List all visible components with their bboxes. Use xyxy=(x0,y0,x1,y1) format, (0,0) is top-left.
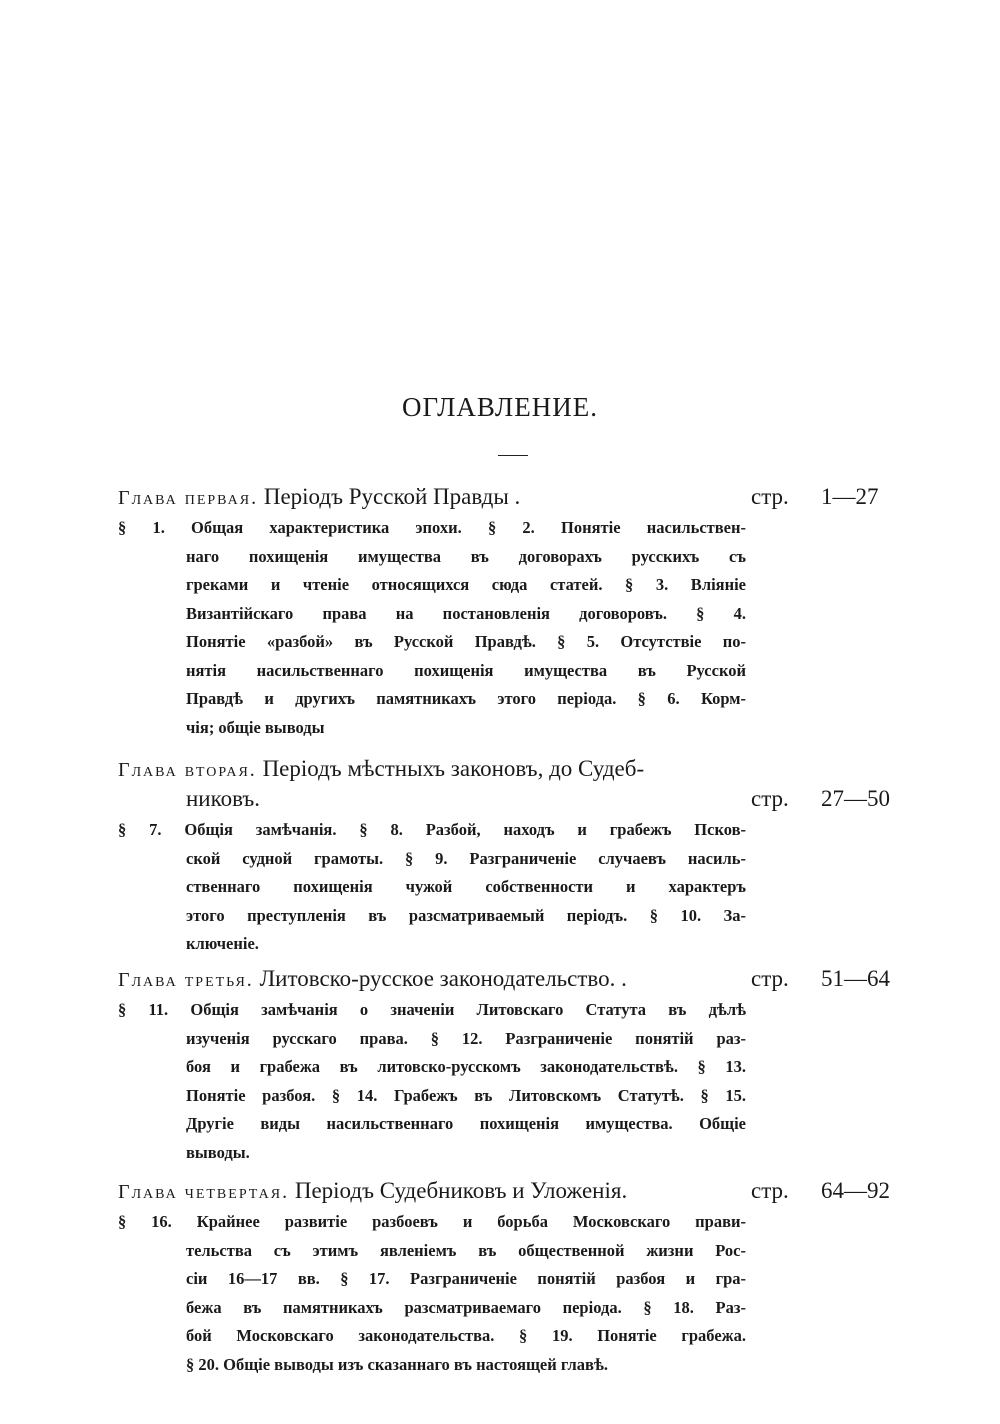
summary-line: этого преступленія въ разсматриваемый періодъ. § 10. За- xyxy=(186,905,746,925)
chapter-heading xyxy=(118,966,627,992)
chapter-title: Періодъ Русской Правды . xyxy=(263,484,521,509)
toc-entry-chapter-2 xyxy=(118,756,888,959)
toc-entry-chapter-4 xyxy=(118,1178,888,1379)
summary-line: Понятіе «разбой» въ Русской Правдѣ. § 5. Отсутствіе по- xyxy=(186,632,746,651)
chapter-title: Періодъ мѣстныхъ законовъ, до Судеб- xyxy=(262,756,645,781)
page-range: 1—27 xyxy=(821,484,879,509)
chapter-label: Глава первая. xyxy=(118,487,259,509)
page-title: ОГЛАВЛЕНИЕ. xyxy=(402,392,598,422)
chapter-title-continued: никовъ. xyxy=(186,786,261,811)
chapter-line xyxy=(118,966,888,996)
page-range: 51—64 xyxy=(821,966,890,991)
summary-line: бежа въ памятникахъ разсматриваемаго періода. § 18. Раз- xyxy=(186,1297,746,1317)
chapter-label: Глава вторая. xyxy=(118,759,257,781)
chapter-line xyxy=(118,756,888,786)
chapter-line xyxy=(118,484,888,514)
summary-line: Другіе виды насильственнаго похищенія имущества. Общіе xyxy=(186,1114,746,1133)
summary-line: ключеніе. xyxy=(186,934,259,953)
summary-line: тельства съ этимъ явленіемъ въ общественной жизни Рос- xyxy=(186,1240,746,1260)
chapter-line xyxy=(118,1178,888,1208)
summary-line: греками и чтеніе относящихся сюда статей. § 3. Вліяніе xyxy=(186,575,746,594)
chapter-heading xyxy=(118,756,644,782)
chapter-label: Глава третья. xyxy=(118,969,254,991)
summary-line: § 20. Общіе выводы изъ сказаннаго въ настоящей главѣ. xyxy=(186,1354,608,1374)
page-ref-label: стр. xyxy=(751,966,789,991)
title-rule xyxy=(498,455,528,456)
toc-entry-chapter-3 xyxy=(118,966,888,1167)
summary-line: нятія насильственнаго похищенія имущества въ Русской xyxy=(186,660,746,680)
summary-line: Византійскаго права на постановленія договоровъ. § 4. xyxy=(186,603,746,623)
summary-line: боя и грабежа въ литовско-русскомъ законодательствѣ. § 13. xyxy=(186,1057,746,1076)
page-reference xyxy=(751,966,891,992)
chapter-summary xyxy=(118,996,746,1167)
chapter-heading xyxy=(118,1178,627,1204)
chapter-heading-continued xyxy=(186,786,260,812)
chapter-summary xyxy=(118,514,746,742)
summary-line: Правдѣ и другихъ памятникахъ этого періода. § 6. Корм- xyxy=(186,689,746,708)
chapter-line-continued xyxy=(118,786,888,816)
page-reference xyxy=(751,786,891,812)
summary-line: ственнаго похищенія чужой собственности и характеръ xyxy=(186,877,746,896)
summary-line: § 11. Общія замѣчанія о значеніи Литовскаго Статута въ дѣлѣ xyxy=(118,1000,746,1019)
summary-line: выводы. xyxy=(186,1142,250,1162)
page-ref-label: стр. xyxy=(751,484,789,509)
summary-line: сіи 16—17 вв. § 17. Разграниченіе понятій разбоя и гра- xyxy=(186,1269,746,1288)
summary-line: бой Московскаго законодательства. § 19. Понятіе грабежа. xyxy=(186,1326,746,1345)
chapter-title: Періодъ Судебниковъ и Уложенія. xyxy=(294,1178,628,1203)
summary-line: чія; общіе выводы xyxy=(186,717,325,737)
chapter-summary xyxy=(118,816,746,959)
summary-line: Понятіе разбоя. § 14. Грабежъ въ Литовскомъ Статутѣ. § 15. xyxy=(186,1085,746,1105)
page-ref-label: стр. xyxy=(751,786,789,811)
summary-line: § 7. Общія замѣчанія. § 8. Разбой, находъ и грабежъ Псков- xyxy=(118,820,746,839)
page-range: 27—50 xyxy=(821,786,890,811)
summary-line: изученія русскаго права. § 12. Разграниченіе понятій раз- xyxy=(186,1028,746,1048)
summary-line: § 1. Общая характеристика эпохи. § 2. Понятіе насильствен- xyxy=(118,518,746,537)
page-range: 64—92 xyxy=(821,1178,890,1203)
summary-line: § 16. Крайнее развитіе разбоевъ и борьба Московскаго прави- xyxy=(118,1212,746,1231)
page-ref-label: стр. xyxy=(751,1178,789,1203)
page-reference xyxy=(751,484,891,510)
summary-line: ской судной грамоты. § 9. Разграниченіе случаевъ насиль- xyxy=(186,848,746,868)
chapter-summary xyxy=(118,1208,746,1379)
toc-entry-chapter-1 xyxy=(118,484,888,742)
chapter-heading xyxy=(118,484,520,510)
page-reference xyxy=(751,1178,891,1204)
chapter-label: Глава четвертая. xyxy=(118,1181,290,1203)
summary-line: наго похищенія имущества въ договорахъ русскихъ съ xyxy=(186,546,746,566)
chapter-title: Литовско-русское законодательство. . xyxy=(259,966,627,991)
